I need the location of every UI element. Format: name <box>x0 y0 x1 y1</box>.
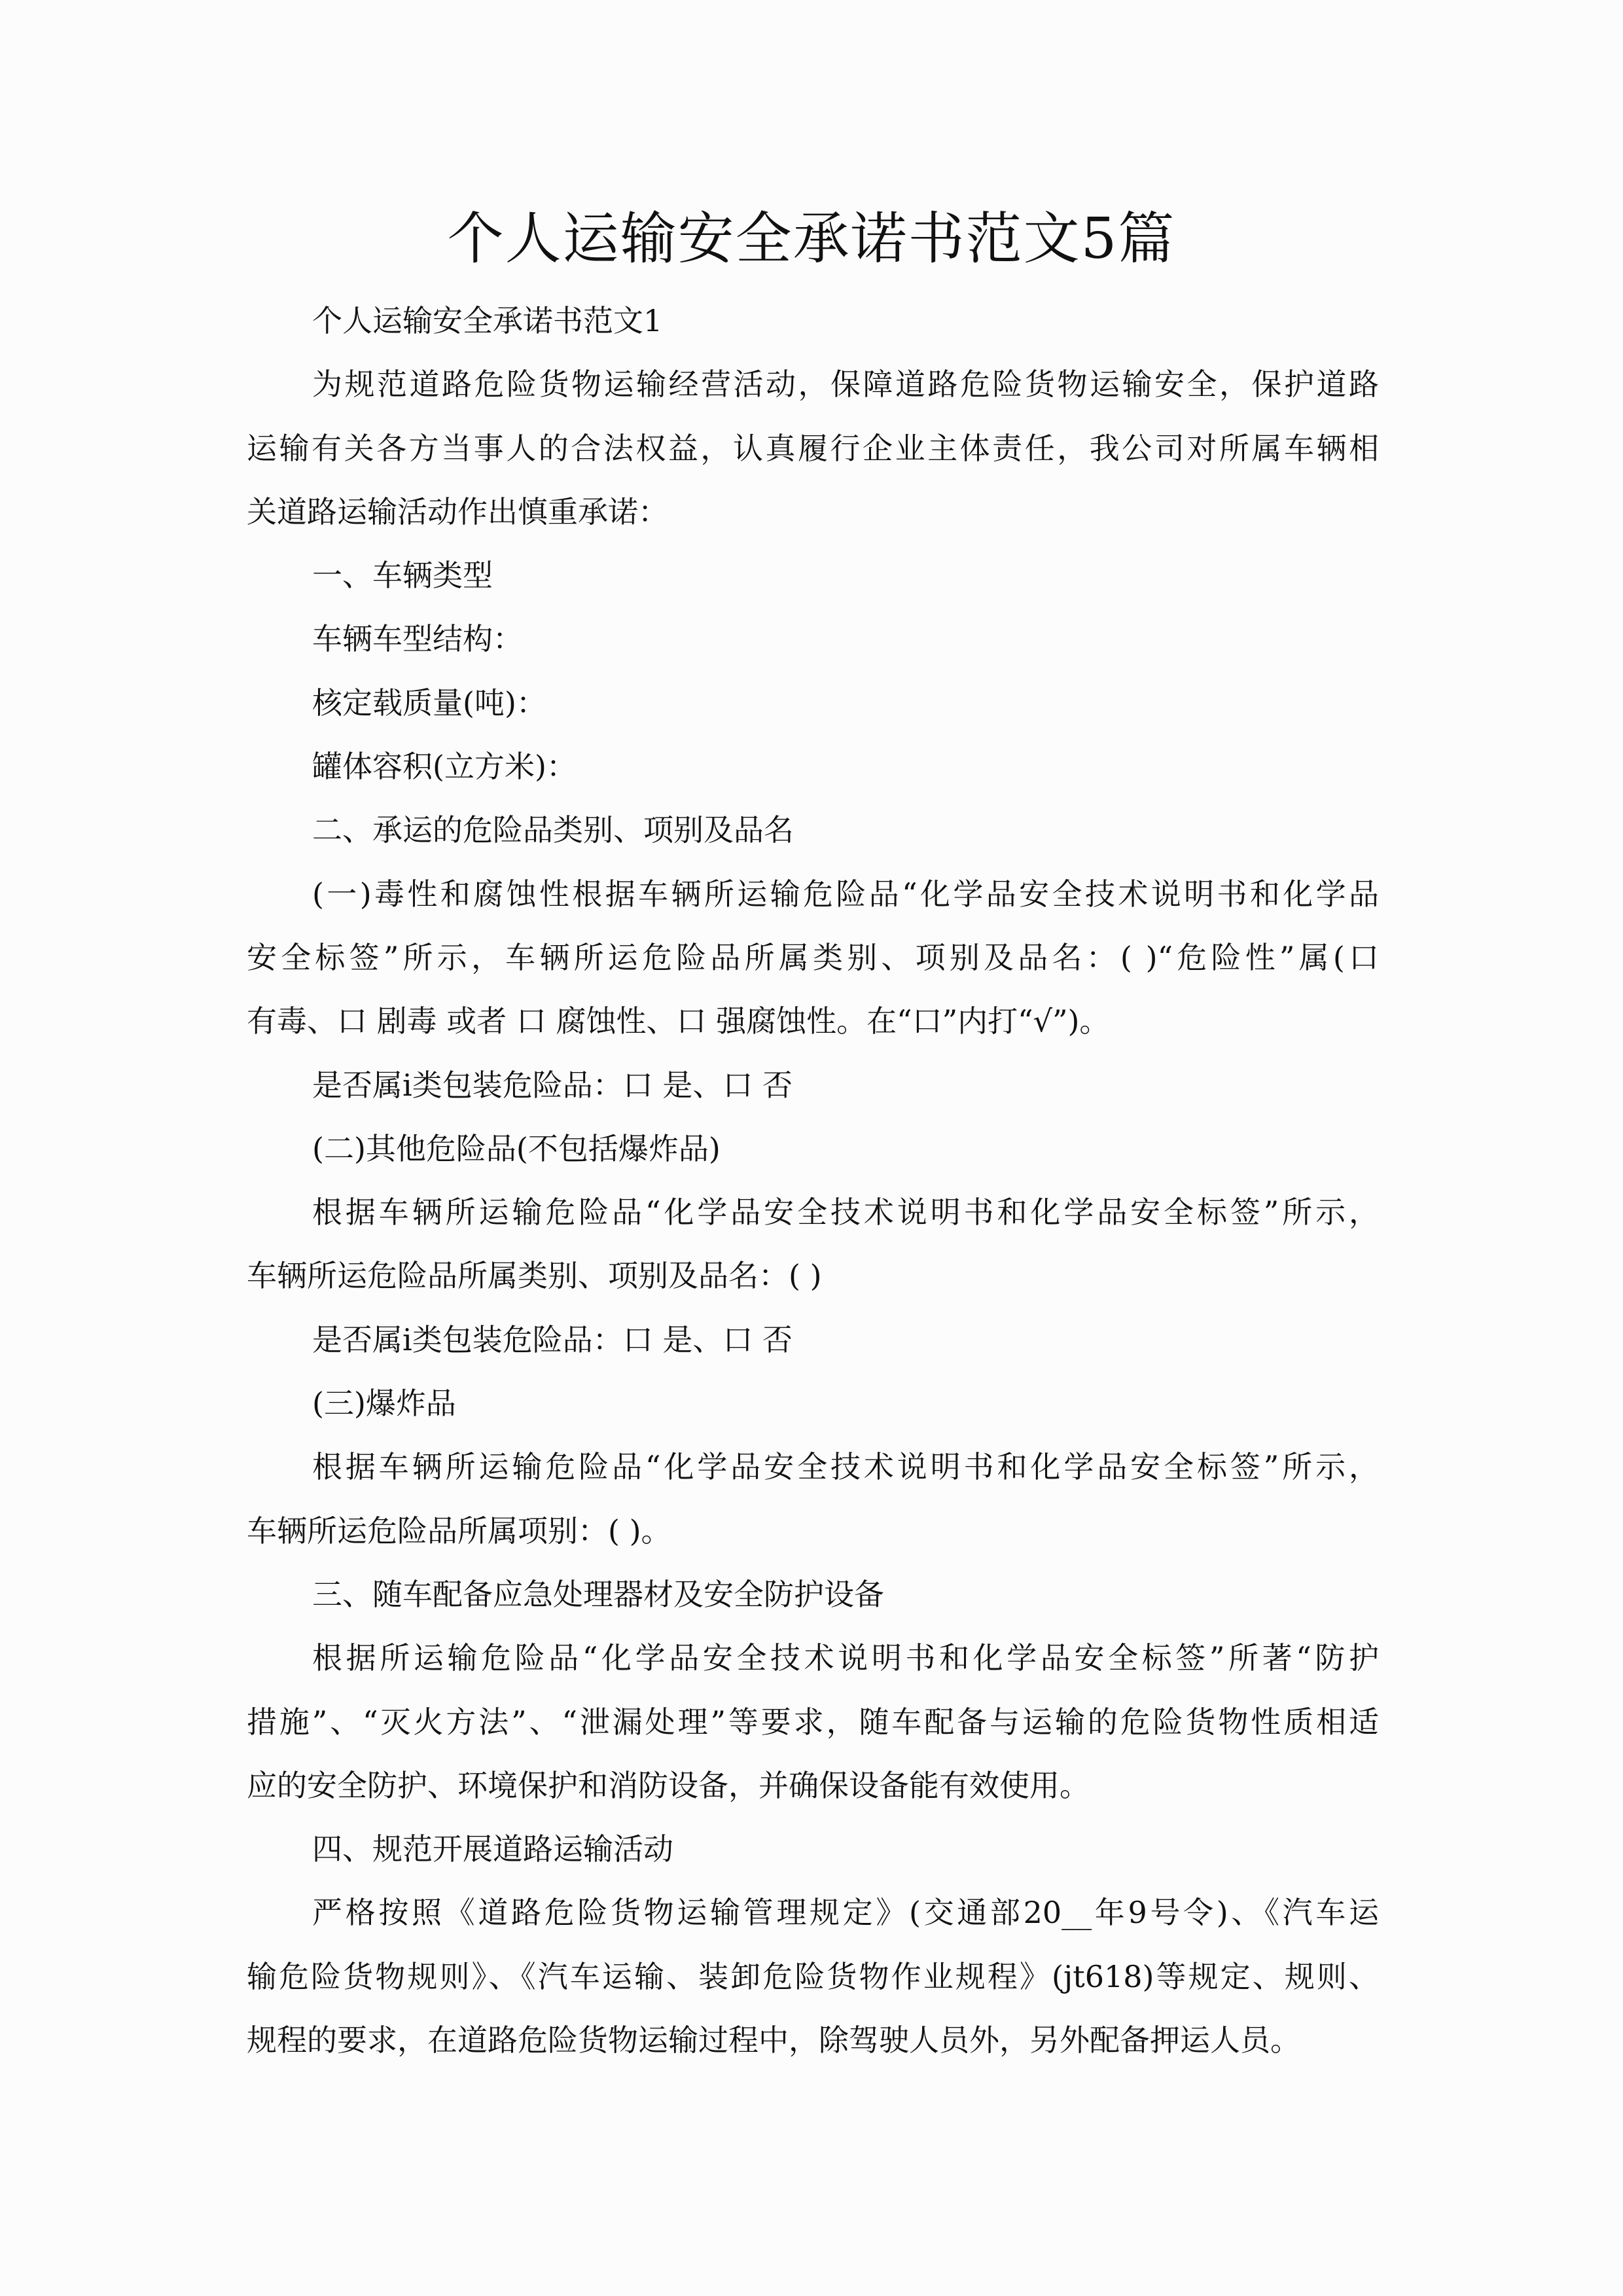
text-line: 车辆所运危险品所属项别：( )。 <box>247 1513 671 1549</box>
text-line: 输危险货物规则》、《汽车运输、装卸危险货物作业规程》(jt618)等规定、规则、 <box>247 1958 1379 1994</box>
packaging-class-question-2 <box>247 1308 1379 1372</box>
subtitle-paragraph <box>247 289 1379 353</box>
section-heading-hazard-category <box>247 798 1379 862</box>
emergency-equipment-paragraph <box>247 1626 1379 1818</box>
text-line: 罐体容积(立方米)： <box>312 749 577 785</box>
toxic-corrosive-paragraph <box>247 863 1379 1054</box>
section-heading-transport-activities <box>247 1818 1379 1881</box>
text-line: 为规范道路危险货物运输经营活动，保障道路危险货物运输安全，保护道路 <box>312 367 1379 403</box>
text-line: 根据车辆所运输危险品“化学品安全技术说明书和化学品安全标签”所示， <box>312 1194 1379 1230</box>
other-hazards-paragraph <box>247 1181 1379 1308</box>
text-line: 一、车辆类型 <box>312 558 493 594</box>
transport-regulations-paragraph <box>247 1881 1379 2072</box>
text-line: 四、规范开展道路运输活动 <box>312 1831 673 1867</box>
section-heading-vehicle-type <box>247 544 1379 607</box>
text-line: (二)其他危险品(不包括爆炸品) <box>312 1130 721 1166</box>
text-line: 核定载质量(吨)： <box>312 685 546 721</box>
text-line: 措施”、“灭火方法”、“泄漏处理”等要求，随车配备与运输的危险货物性质相适 <box>247 1704 1379 1740</box>
intro-paragraph <box>247 353 1379 544</box>
text-line: 严格按照《道路危险货物运输管理规定》(交通部20__年9号令)、《汽车运 <box>312 1895 1379 1931</box>
document-body <box>247 289 1379 2072</box>
document-title: 个人运输安全承诺书范文5篇 <box>447 206 1176 272</box>
text-line: 有毒、口 剧毒 或者 口 腐蚀性、口 强腐蚀性。在“口”内打“√”)。 <box>247 1003 1110 1039</box>
section-heading-emergency-equipment <box>247 1563 1379 1626</box>
text-line: 是否属i类包装危险品：口 是、口 否 <box>312 1321 793 1357</box>
text-line: 安全标签”所示，车辆所运危险品所属类别、项别及品名：( )“危险性”属(口 <box>247 939 1379 975</box>
text-line: 车辆车型结构： <box>312 621 523 657</box>
text-line: 是否属i类包装危险品：口 是、口 否 <box>312 1067 793 1103</box>
text-line: (一)毒性和腐蚀性根据车辆所运输危险品“化学品安全技术说明书和化学品 <box>312 876 1379 912</box>
text-line: (三)爆炸品 <box>312 1386 456 1422</box>
field-vehicle-structure <box>247 607 1379 671</box>
text-line: 应的安全防护、环境保护和消防设备，并确保设备能有效使用。 <box>247 1767 1090 1803</box>
explosives-paragraph <box>247 1435 1379 1563</box>
subsection-explosives <box>247 1372 1379 1435</box>
text-line: 二、承运的危险品类别、项别及品名 <box>312 812 794 848</box>
text-line: 根据车辆所运输危险品“化学品安全技术说明书和化学品安全标签”所示， <box>312 1449 1379 1485</box>
field-tank-volume <box>247 735 1379 798</box>
packaging-class-question-1 <box>247 1054 1379 1117</box>
text-line: 个人运输安全承诺书范文1 <box>312 303 663 338</box>
text-line: 关道路运输活动作出慎重承诺： <box>247 493 668 529</box>
text-line: 车辆所运危险品所属类别、项别及品名：( ) <box>247 1258 822 1294</box>
text-line: 规程的要求，在道路危险货物运输过程中，除驾驶人员外，另外配备押运人员。 <box>247 2022 1300 2058</box>
text-line: 运输有关各方当事人的合法权益，认真履行企业主体责任，我公司对所属车辆相 <box>247 430 1379 466</box>
subsection-other-hazards <box>247 1117 1379 1181</box>
text-line: 根据所运输危险品“化学品安全技术说明书和化学品安全标签”所著“防护 <box>312 1640 1379 1676</box>
text-line: 三、随车配备应急处理器材及安全防护设备 <box>312 1576 884 1612</box>
field-rated-load <box>247 672 1379 735</box>
